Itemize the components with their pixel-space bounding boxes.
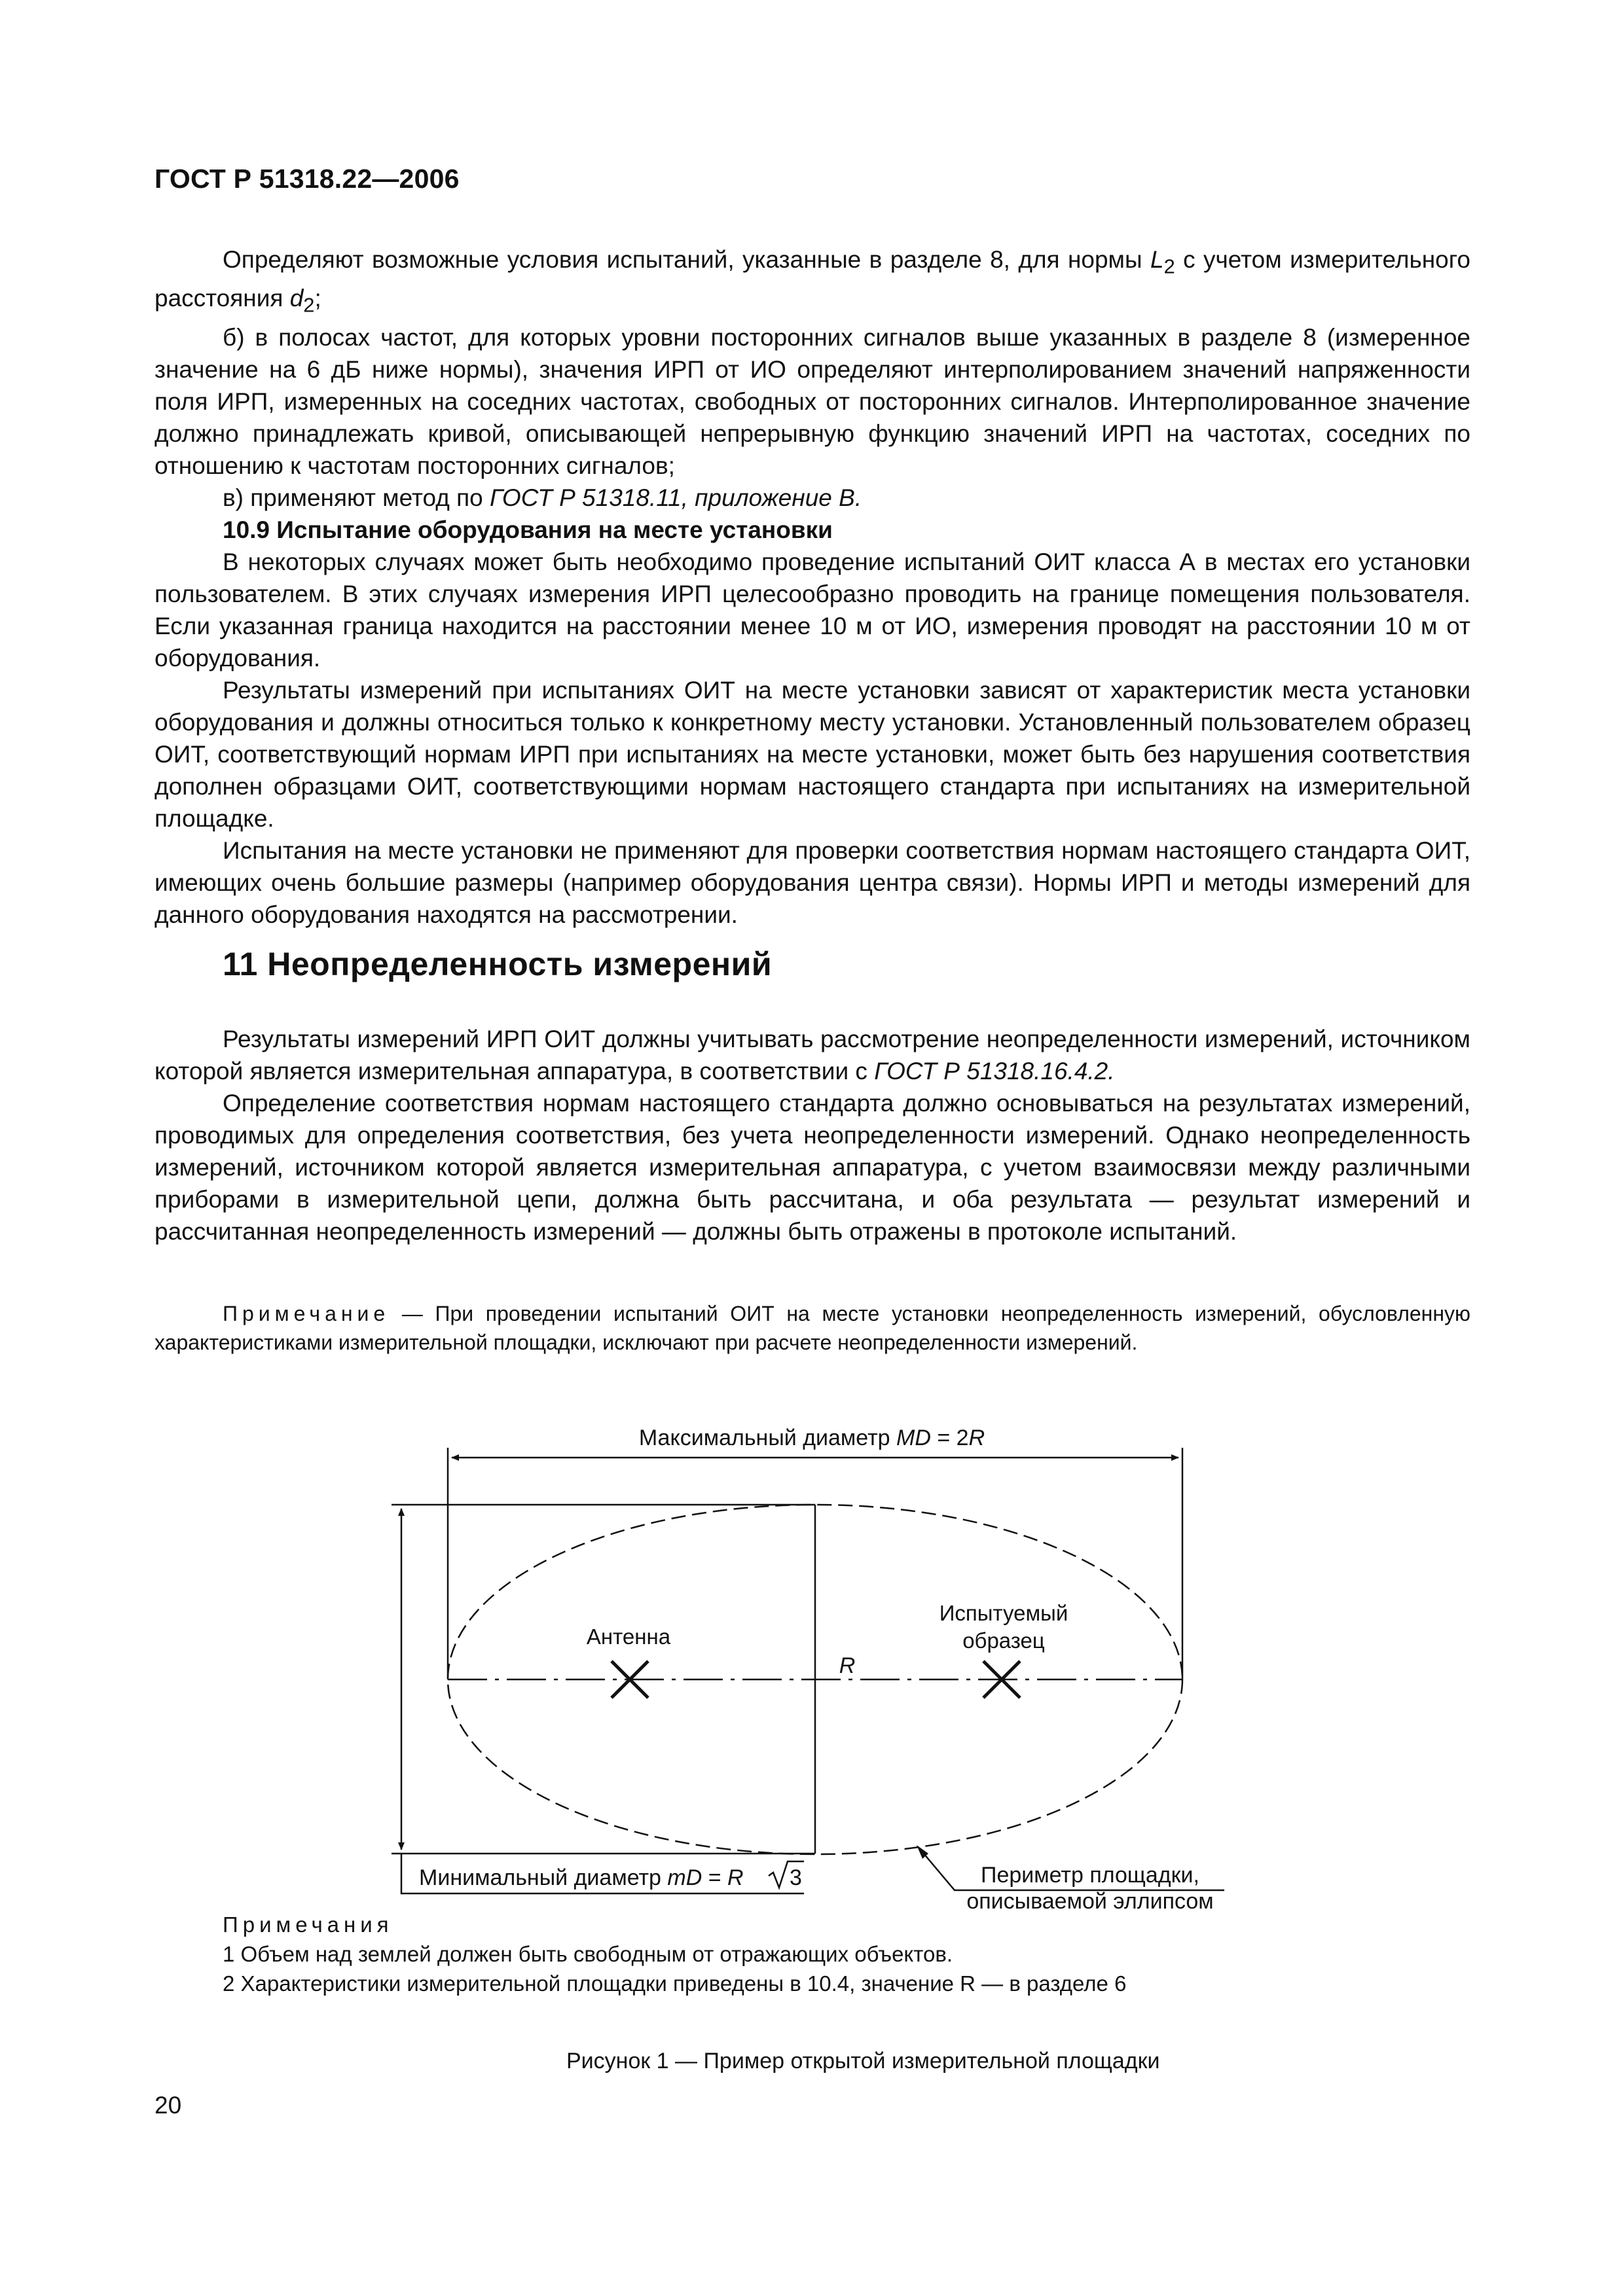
figure-notes bbox=[223, 1910, 1126, 1998]
note-block bbox=[155, 1299, 1470, 1357]
figure-note-2: 2 Характеристики измерительной площадки приведены в 10.4, значение R — в разделе 6 bbox=[223, 1971, 1127, 1996]
note-label: Примечание bbox=[223, 1302, 390, 1325]
paragraph-uncertainty-2: Определение соответствия нормам настоящего стандарта должно основываться на результатах измерений, проводимых для определения соответствия, без учета неопределенности измерений. Однако неопределенность измерений, источником которой является измерительная аппаратура, с учетом взаимосвязи между различными приборами в измерительной цепи, должна быть рассчитана, и оба результата — результат измерений и рассчитанная неопределенность измерений — должны быть отражены в протоколе испытаний. bbox=[155, 1090, 1470, 1245]
figure-notes-heading: Примечания bbox=[223, 1912, 393, 1937]
page-number: 20 bbox=[155, 2092, 182, 2119]
sqrt-radicand: 3 bbox=[790, 1865, 802, 1890]
note-text: — При проведении испытаний ОИТ на месте установки неопределенность измерений, обусловленную характеристиками измерительной площадки, исключают при расчете неопределенности измерений. bbox=[155, 1302, 1470, 1354]
perimeter-label-line1: Периметр площадки, bbox=[981, 1863, 1199, 1888]
reference-link: ГОСТ Р 51318.16.4.2. bbox=[874, 1058, 1115, 1085]
subsection-heading-10-9: 10.9 Испытание оборудования на месте установки bbox=[223, 516, 833, 543]
min-diameter-label: Минимальный диаметр mD = R bbox=[419, 1865, 744, 1890]
paragraph-on-site-1: В некоторых случаях может быть необходимо проведение испытаний ОИТ класса А в местах его установки пользователем. В этих случаях измерения ИРП целесообразно проводить на границе помещения пользователя. Если указанная граница находится на расстоянии менее 10 м от ИО, измерения проводят на расстоянии 10 м от оборудования. bbox=[155, 548, 1470, 672]
antenna-label: Антенна bbox=[586, 1624, 671, 1649]
figure-caption: Рисунок 1 — Пример открытой измерительной площадки bbox=[566, 2049, 1160, 2073]
max-diameter-label: Максимальный диаметр MD = 2R bbox=[638, 1426, 985, 1450]
paragraph-on-site-2: Результаты измерений при испытаниях ОИТ на месте установки зависят от характеристик места установки оборудования и должны относиться только к конкретному месту установки. Установленный пользователем образец ОИТ, соответствующий нормам ИРП при испытаниях на месте установки, может быть без нарушения соответствия дополнен образцами ОИТ, соответствующими нормам настоящего стандарта при испытаниях на измерительной площадке. bbox=[155, 676, 1470, 832]
section-heading-11: 11 Неопределенность измерений bbox=[223, 946, 773, 982]
figure-test-site bbox=[0, 1401, 1623, 1911]
paragraph-on-site-3: Испытания на месте установки не применяют для проверки соответствия нормам настоящего стандарта ОИТ, имеющих очень большие размеры (например оборудования центра связи). Нормы ИРП и методы измерений для данного оборудования находятся на рассмотрении. bbox=[155, 836, 1470, 928]
reference-link: ГОСТ Р 51318.11, приложение В. bbox=[490, 484, 862, 511]
body-text-lower bbox=[155, 1023, 1470, 1247]
eut-label-line1: Испытуемый bbox=[939, 1601, 1068, 1625]
eut-label-line2: образец bbox=[962, 1628, 1045, 1653]
paragraph-uncertainty-1: Результаты измерений ИРП ОИТ должны учитывать рассмотрение неопределенности измерений, источником которой является измерительная аппаратура, в соответствии с ГОСТ Р 51318.16.4.2. bbox=[155, 1026, 1470, 1085]
radius-label: R bbox=[839, 1653, 856, 1678]
body-text-upper bbox=[155, 243, 1470, 931]
perimeter-label-line2: описываемой эллипсом bbox=[966, 1889, 1214, 1911]
document-header: ГОСТ Р 51318.22—2006 bbox=[155, 164, 460, 194]
paragraph-item-b: б) в полосах частот, для которых уровни посторонних сигналов выше указанных в разделе 8 (измеренное значение на 6 дБ ниже нормы), значения ИРП от ИО определяют интерполированием значений напряженности поля ИРП, измеренных на соседних частотах, свободных от посторонних сигналов. Интерполированное значение должно принадлежать кривой, описывающей непрерывную функцию значений ИРП на частотах, соседних по отношению к частотам посторонних сигналов; bbox=[155, 323, 1470, 479]
figure-note-1: 1 Объем над землей должен быть свободным от отражающих объектов. bbox=[223, 1942, 953, 1966]
paragraph-conditions: Определяют возможные условия испытаний, указанные в разделе 8, для нормы $L_2$ с учетом измерительного расстояния $d_2$; bbox=[155, 246, 1470, 317]
paragraph-item-v: в) применяют метод по ГОСТ Р 51318.11, приложение В. bbox=[223, 484, 862, 511]
